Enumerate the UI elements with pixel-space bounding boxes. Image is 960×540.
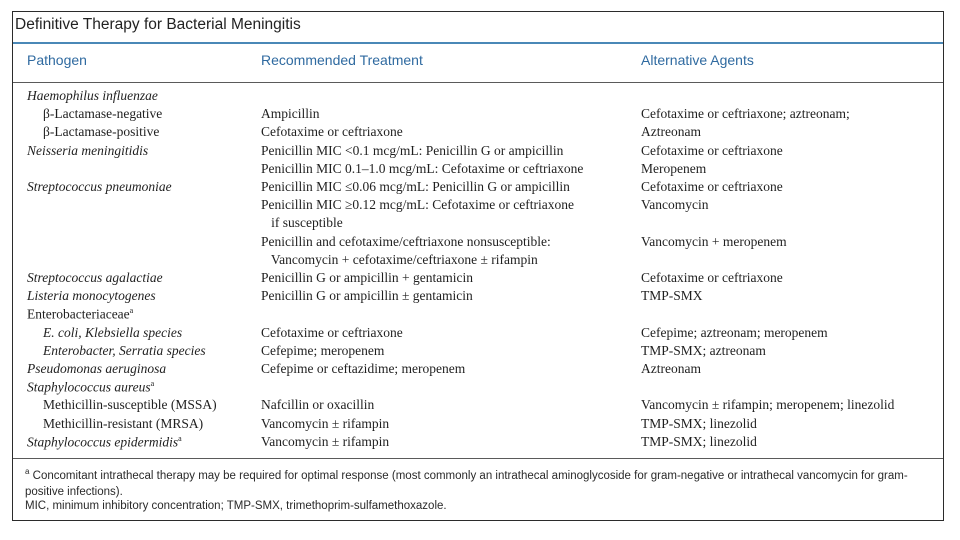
table-row xyxy=(13,124,943,142)
treatment-cell: Penicillin MIC ≥0.12 mcg/mL: Cefotaxime or ceftriaxone xyxy=(261,197,574,213)
pathogen-text: Haemophilus influenzae xyxy=(27,88,158,103)
pathogen-cell xyxy=(27,88,158,104)
alternative-cell: Meropenem xyxy=(641,160,707,176)
table-row xyxy=(13,343,943,361)
alternative-cell: Aztreonam xyxy=(641,361,701,376)
pathogen-cell xyxy=(43,343,206,359)
alternative-cell: TMP-SMX xyxy=(641,288,703,304)
table-row xyxy=(13,270,943,288)
treatment-cell: Penicillin G or ampicillin + gentamicin xyxy=(261,270,473,285)
alternative-cell: Vancomycin ± rifampin; meropenem; linezolid xyxy=(641,397,895,413)
table-row xyxy=(13,143,943,161)
treatment-cell: Penicillin G or ampicillin ± gentamicin xyxy=(261,288,473,304)
alternative-cell: Cefotaxime or ceftriaxone xyxy=(641,179,783,194)
pathogen-cell xyxy=(27,379,154,396)
treatment-cell: Penicillin MIC 0.1–1.0 mcg/mL: Cefotaxime or ceftriaxone xyxy=(261,160,584,176)
pathogen-text: Enterobacter, Serratia species xyxy=(43,342,206,358)
treatment-cell: Vancomycin + cefotaxime/ceftriaxone ± rifampin xyxy=(261,251,538,267)
alternative-cell: Vancomycin xyxy=(641,197,709,213)
treatment-cell: Vancomycin ± rifampin xyxy=(261,433,390,449)
pathogen-cell xyxy=(43,397,217,413)
pathogen-text: Listeria monocytogenes xyxy=(27,288,156,304)
footnote-a-mark: a xyxy=(25,467,30,476)
table-row xyxy=(13,88,943,106)
alternative-cell: Aztreonam xyxy=(641,124,701,140)
pathogen-text: Enterobacteriaceae xyxy=(27,306,130,322)
footnote-marker: a xyxy=(129,306,134,316)
table-row xyxy=(13,306,943,324)
pathogen-cell xyxy=(27,361,166,377)
footer-rule xyxy=(13,458,943,459)
table-row xyxy=(13,161,943,179)
pathogen-cell xyxy=(27,306,133,323)
pathogen-text: Streptococcus agalactiae xyxy=(27,270,163,285)
table-row xyxy=(13,197,943,215)
pathogen-cell xyxy=(27,270,163,286)
table-frame xyxy=(12,11,944,521)
treatment-cell: Cefepime; meropenem xyxy=(261,342,385,358)
treatment-cell: Vancomycin ± rifampin xyxy=(261,415,390,431)
pathogen-cell xyxy=(43,106,162,122)
table-row xyxy=(13,215,943,233)
pathogen-cell xyxy=(27,179,172,195)
pathogen-text: E. coli, Klebsiella species xyxy=(43,324,183,340)
alternative-cell: Cefepime; aztreonam; meropenem xyxy=(641,324,828,340)
table-row xyxy=(13,416,943,434)
alternative-cell: TMP-SMX; aztreonam xyxy=(641,342,766,358)
alternative-cell: Vancomycin + meropenem xyxy=(641,233,787,249)
pathogen-cell xyxy=(43,325,182,341)
alternative-cell: Cefotaxime or ceftriaxone; aztreonam; xyxy=(641,106,850,122)
treatment-cell: Cefotaxime or ceftriaxone xyxy=(261,124,403,140)
pathogen-text: Streptococcus pneumoniae xyxy=(27,179,172,194)
pathogen-text: Methicillin-susceptible (MSSA) xyxy=(43,397,217,413)
header-alternative: Alternative Agents xyxy=(641,52,754,68)
footnote-abbrev: MIC, minimum inhibitory concentration; TMP-SMX, trimethoprim-sulfamethoxazole. xyxy=(25,500,447,512)
pathogen-cell xyxy=(27,143,148,159)
footnote-a-text: Concomitant intrathecal therapy may be required for optimal response (most commonly an intrathecal aminoglycoside for gram-negative or intrathecal vancomycin for gram-positive infections). xyxy=(25,469,908,498)
treatment-cell: Nafcillin or oxacillin xyxy=(261,397,375,413)
treatment-cell: Ampicillin xyxy=(261,106,320,122)
alternative-cell: TMP-SMX; linezolid xyxy=(641,415,757,431)
alternative-cell: Cefotaxime or ceftriaxone xyxy=(641,142,783,158)
pathogen-text: Pseudomonas aeruginosa xyxy=(27,361,167,376)
table-row xyxy=(13,179,943,197)
table-row xyxy=(13,397,943,415)
pathogen-text: Staphylococcus aureus xyxy=(27,379,151,395)
footnote-marker: a xyxy=(150,379,155,389)
alternative-cell: TMP-SMX; linezolid xyxy=(641,433,757,449)
treatment-cell: Cefotaxime or ceftriaxone xyxy=(261,324,403,340)
header-pathogen: Pathogen xyxy=(27,52,87,68)
table-row xyxy=(13,361,943,379)
pathogen-text: Methicillin-resistant (MRSA) xyxy=(43,415,204,431)
table-row xyxy=(13,106,943,124)
header-rule xyxy=(13,82,943,83)
pathogen-text: Neisseria meningitidis xyxy=(27,142,149,158)
table-title: Definitive Therapy for Bacterial Meningitis xyxy=(15,16,301,33)
title-rule xyxy=(13,42,943,44)
treatment-cell: Penicillin and cefotaxime/ceftriaxone nonsusceptible: xyxy=(261,233,551,249)
table-row xyxy=(13,434,943,452)
table-row xyxy=(13,234,943,252)
treatment-cell: Penicillin MIC <0.1 mcg/mL: Penicillin G or ampicillin xyxy=(261,142,564,158)
table-row xyxy=(13,325,943,343)
treatment-cell: Penicillin MIC ≤0.06 mcg/mL: Penicillin G or ampicillin xyxy=(261,179,570,194)
pathogen-text: Staphylococcus epidermidis xyxy=(27,434,179,450)
table-row xyxy=(13,379,943,397)
footnote-marker: a xyxy=(178,433,182,443)
pathogen-text: β-Lactamase-positive xyxy=(43,124,160,140)
pathogen-cell xyxy=(27,434,182,451)
header-treatment: Recommended Treatment xyxy=(261,52,423,68)
footnote-a xyxy=(25,464,925,500)
pathogen-cell xyxy=(43,124,159,140)
table-row xyxy=(13,252,943,270)
table-row xyxy=(13,288,943,306)
treatment-cell: Cefepime or ceftazidime; meropenem xyxy=(261,361,466,376)
pathogen-cell xyxy=(43,416,203,432)
alternative-cell: Cefotaxime or ceftriaxone xyxy=(641,270,783,285)
treatment-cell: if susceptible xyxy=(261,215,343,231)
pathogen-cell xyxy=(27,288,156,304)
pathogen-text: β-Lactamase-negative xyxy=(43,106,163,122)
